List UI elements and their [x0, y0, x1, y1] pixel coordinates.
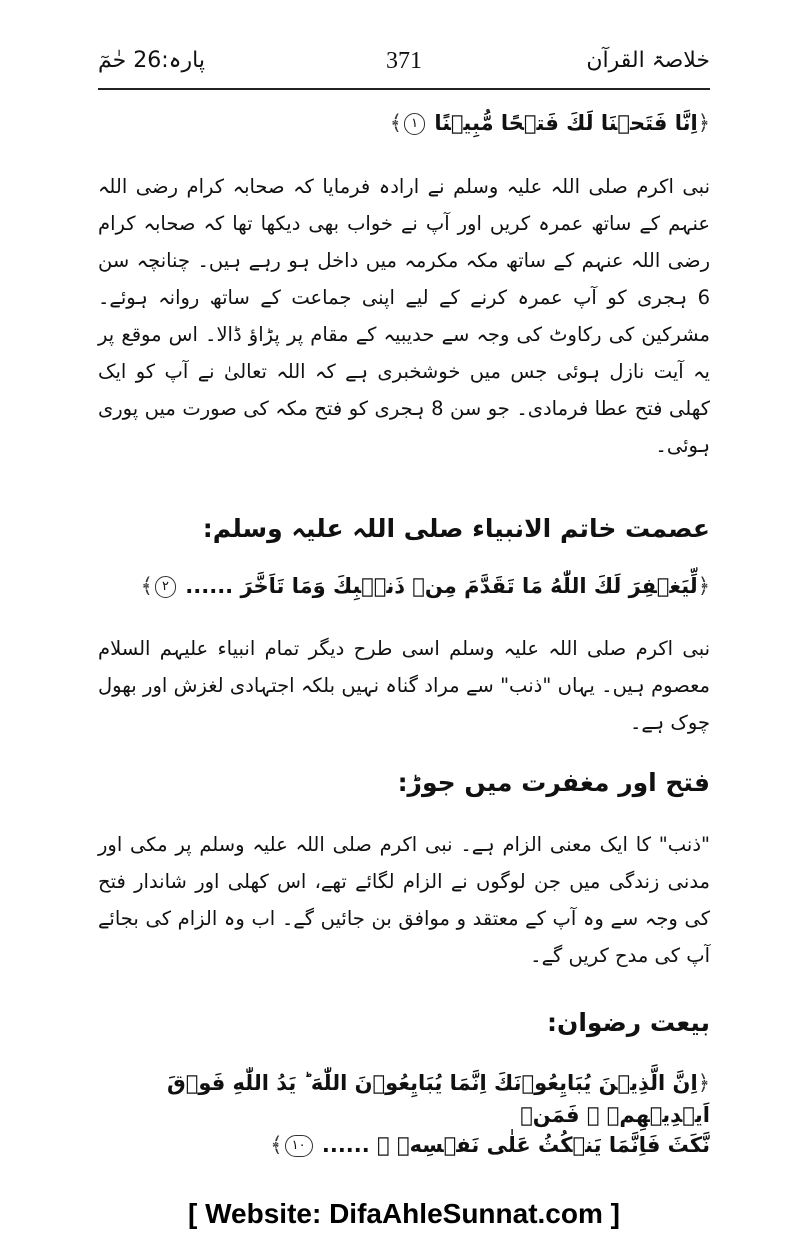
ayah-number: ١٠: [285, 1135, 313, 1157]
ismat-heading: عصمت خاتم الانبیاء صلی اللہ علیہ وسلم:: [202, 514, 710, 543]
ismat-paragraph: نبی اکرم صلی اللہ علیہ وسلم اسی طرح دیگر تمام انبیاء علیہم السلام معصوم ہیں۔ یہاں "ذنب" سے مراد گناہ نہیں بلکہ اجتہادی لغزش اور بھول چوک ہے۔: [98, 637, 710, 734]
ayah-bayat-cont: نَّكَثَ فَاِنَّمَا يَنۡكُثُ عَلٰى نَفۡسِهٖ ۚ ...... ١٠﴾: [270, 1133, 710, 1157]
fath-paragraph: "ذنب" کا ایک معنی الزام ہے۔ نبی اکرم صلی اللہ علیہ وسلم پر مکی اور مدنی زندگی میں جن لوگوں نے الزام لگائے تھے، اس کھلی اور شاندار فتح کی وجہ سے وہ آپ کے معتقد و موافق بن جائیں گے۔ اب وہ الزام کی بجائے آپ کی مدح کریں گے۔: [98, 833, 710, 967]
intro-paragraph: نبی اکرم صلی اللہ علیہ وسلم نے ارادہ فرمایا کہ صحابہ کرام رضی اللہ عنہم کے ساتھ عمرہ کریں اور آپ نے خواب بھی دیکھا تھا کہ صحابہ کرام رضی اللہ عنہم کے ساتھ مکہ مکرمہ میں داخل ہو رہے ہیں۔ چنانچہ سن 6 ہجری کو آپ عمرہ کرنے کے لیے اپنی جماعت کے ساتھ روانہ ہوئے۔ مشرکین کی رکاوٹ کی وجہ سے حدیبیہ کے مقام پر پڑاؤ ڈالا۔ اس موقع پر یہ آیت نازل ہوئی جس میں خوشخبری ہے کہ اللہ تعالیٰ نے آپ کو ایک کھلی فتح عطا فرمادی۔ جو سن 8 ہجری کو فتح مکہ کی صورت میں پوری ہوئی۔: [98, 175, 710, 457]
page-number: 371: [386, 48, 422, 74]
page-header: [98, 42, 710, 86]
ayah-text: اِنَّا فَتَحۡنَا لَكَ فَتۡحًا مُّبِيۡنًا: [434, 111, 698, 135]
website-footer: [ Website: DifaAhleSunnat.com ]: [188, 1198, 620, 1229]
book-title: خلاصۃ القرآن: [586, 48, 710, 73]
ayah-text-line2: نَّكَثَ فَاِنَّمَا يَنۡكُثُ عَلٰى نَفۡسِهٖ ۚ ......: [321, 1133, 710, 1157]
ayah-maghfirat: ﴿لِّيَغۡفِرَ لَكَ اللّٰهُ مَا تَقَدَّمَ مِنۡ ذَنۡۢبِكَ وَمَا تَاَخَّرَ ...... ٢﴾: [140, 574, 710, 598]
header-rule: [98, 88, 710, 90]
ayah-text: لِّيَغۡفِرَ لَكَ اللّٰهُ مَا تَقَدَّمَ مِنۡ ذَنۡۢبِكَ وَمَا تَاَخَّرَ ......: [185, 574, 698, 598]
ayah-fath: ﴿اِنَّا فَتَحۡنَا لَكَ فَتۡحًا مُّبِيۡنًا ١﴾: [389, 111, 710, 135]
para-label: پارہ:26 حٰمٓ: [98, 48, 205, 73]
fath-heading: فتح اور مغفرت میں جوڑ:: [397, 768, 710, 797]
ayah-number: ٢: [155, 576, 176, 598]
ayah-bayat: ﴿اِنَّ الَّذِيۡنَ يُبَايِعُوۡنَكَ اِنَّمَا يُبَايِعُوۡنَ اللّٰهَ ؕ يَدُ اللّٰهِ فَوۡقَ اَيۡدِيۡهِمۡ ۚ فَمَنۡ: [166, 1071, 710, 1127]
bayat-heading: بیعت رضوان:: [546, 1008, 710, 1037]
ayah-number: ١: [404, 113, 425, 135]
ayah-text-line1: اِنَّ الَّذِيۡنَ يُبَايِعُوۡنَكَ اِنَّمَا يُبَايِعُوۡنَ اللّٰهَ ؕ يَدُ اللّٰهِ فَوۡقَ اَيۡدِيۡهِمۡ ۚ فَمَنۡ: [166, 1071, 710, 1127]
